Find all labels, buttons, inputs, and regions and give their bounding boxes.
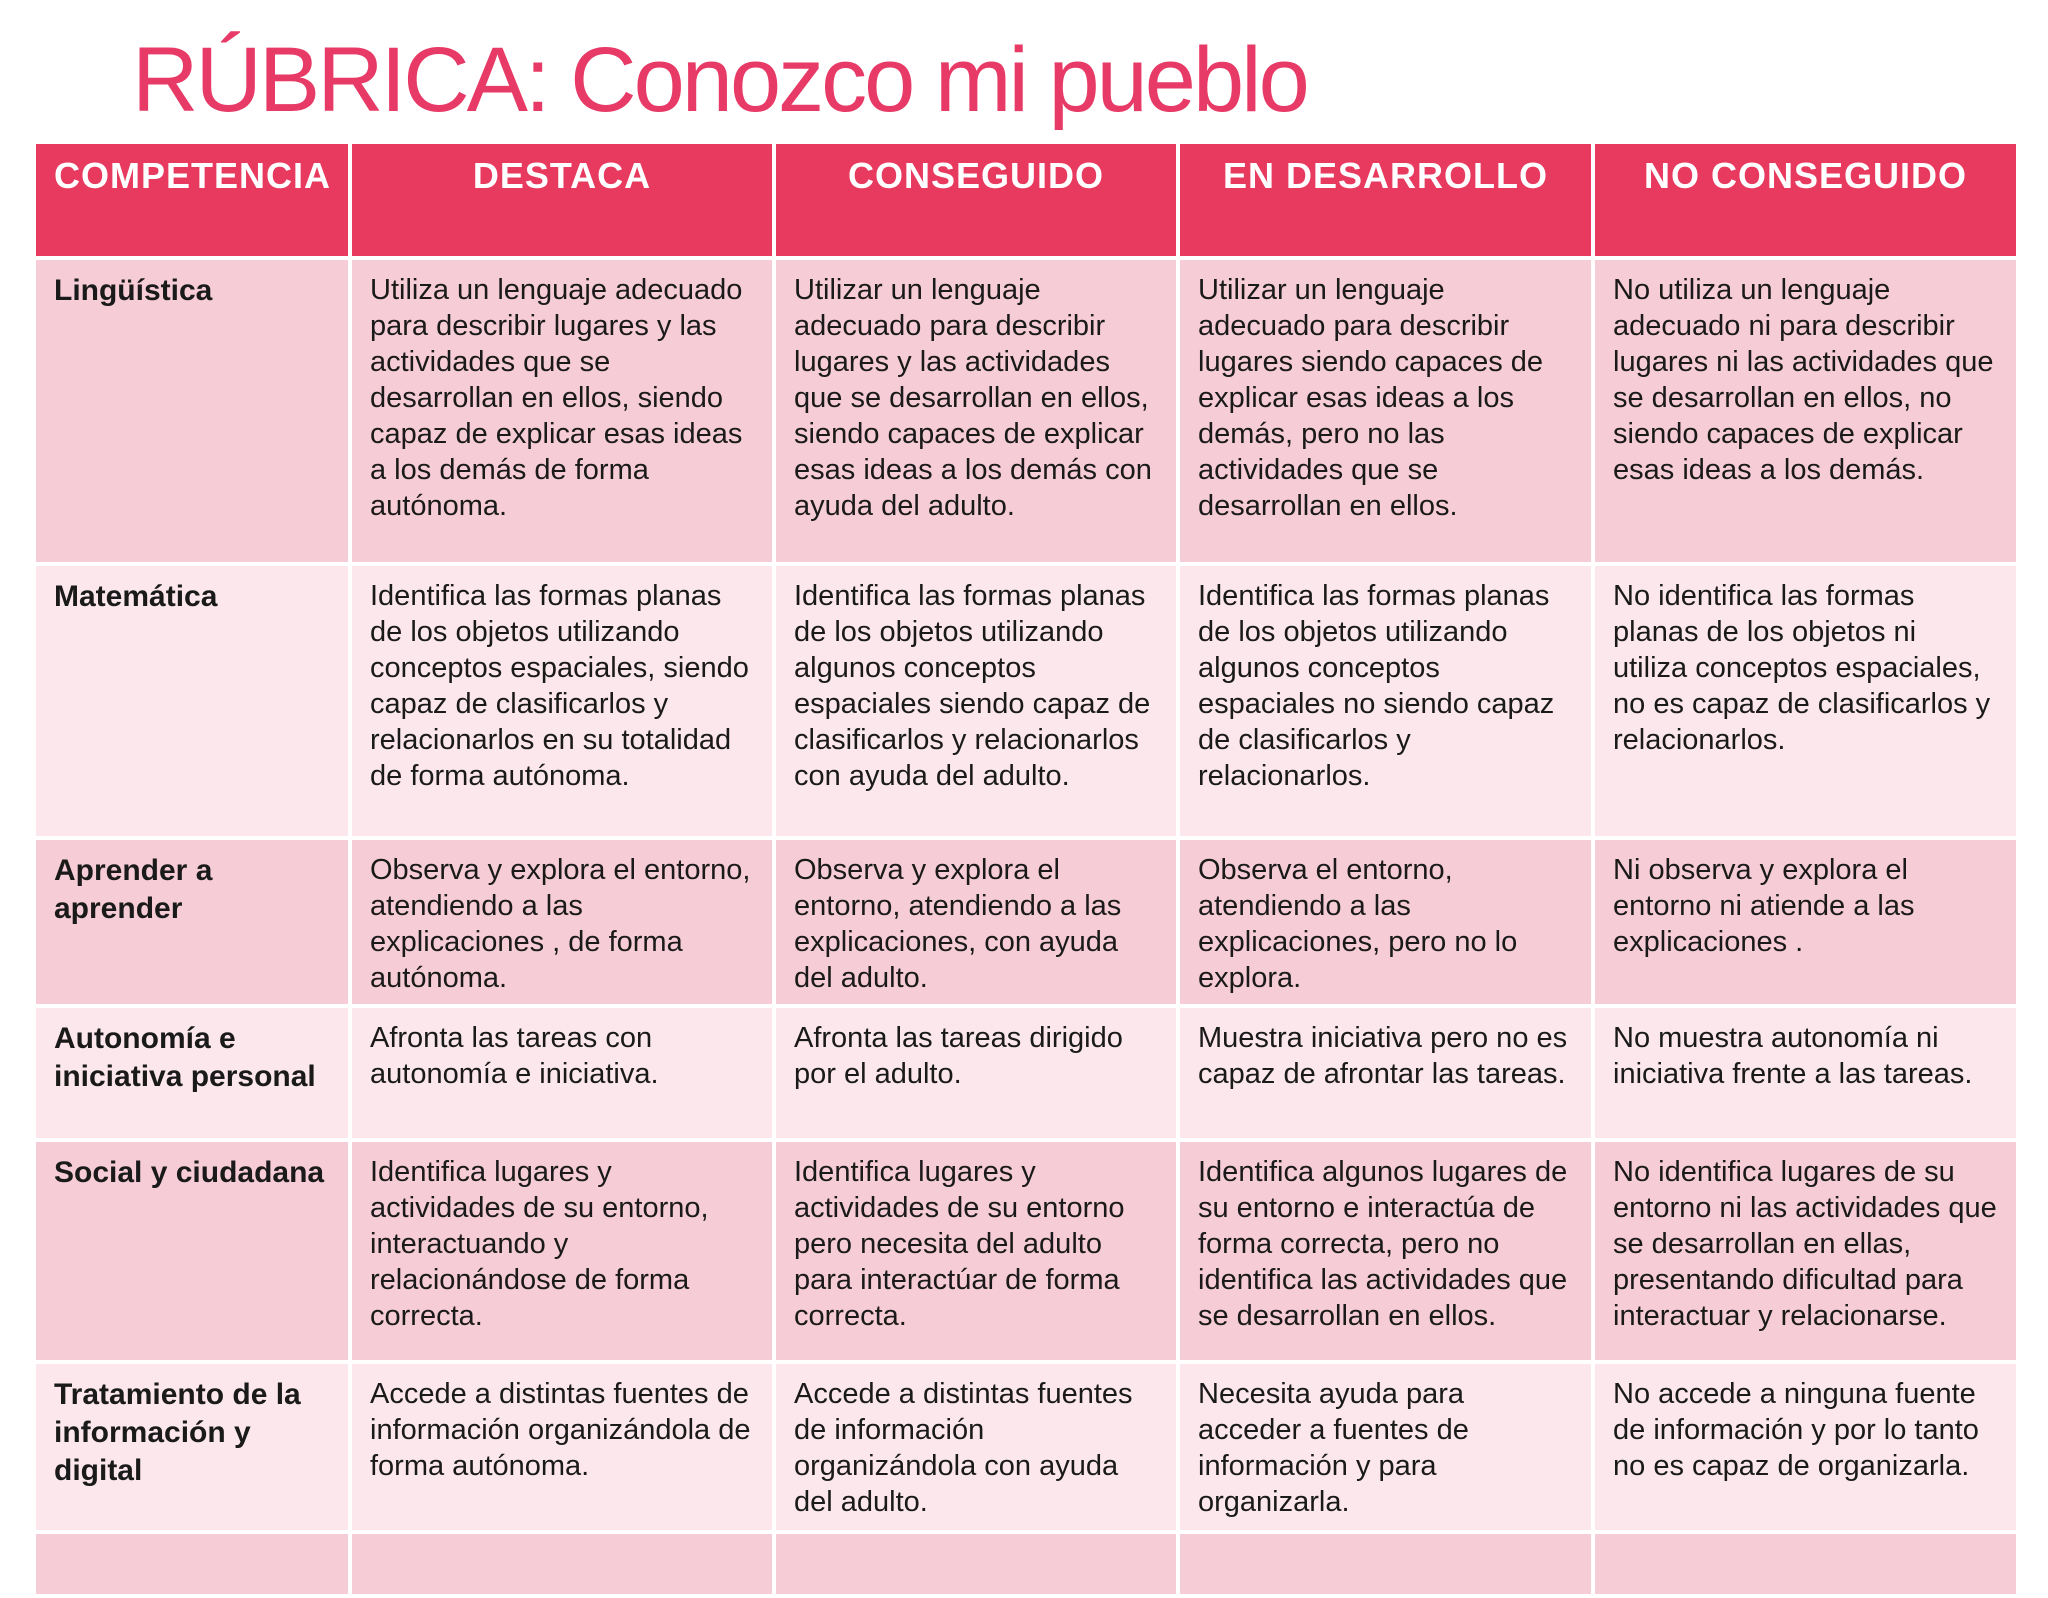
competencia-cell: Tratamiento de la información y digital: [36, 1364, 348, 1530]
competencia-cell: Aprender a aprender: [36, 840, 348, 1004]
destaca-cell: Utiliza un lenguaje adecuado para describir lugares y las actividades que se desarrollan en ellos, siendo capaz de explicar esas ideas a los demás de forma autónoma.: [352, 260, 772, 562]
en-desarrollo-cell: Muestra iniciativa pero no es capaz de afrontar las tareas.: [1180, 1008, 1591, 1138]
table-row: [36, 260, 2016, 562]
competencia-cell: Lingüística: [36, 260, 348, 562]
table-row: [36, 1364, 2016, 1530]
conseguido-cell: Accede a distintas fuentes de información organizándola con ayuda del adulto.: [776, 1364, 1176, 1530]
destaca-cell: Identifica lugares y actividades de su entorno, interactuando y relacionándose de forma correcta.: [352, 1142, 772, 1360]
header-conseguido: CONSEGUIDO: [776, 144, 1176, 256]
destaca-cell: Accede a distintas fuentes de información organizándola de forma autónoma.: [352, 1364, 772, 1530]
no-conseguido-cell: No muestra autonomía ni iniciativa frente a las tareas.: [1595, 1008, 2016, 1138]
table-row-partial: [36, 1534, 2016, 1594]
no-conseguido-cell: No accede a ninguna fuente de información y por lo tanto no es capaz de organizarla.: [1595, 1364, 2016, 1530]
competencia-cell: Social y ciudadana: [36, 1142, 348, 1360]
page-title: RÚBRICA: Conozco mi pueblo: [132, 29, 1307, 131]
table-row: [36, 1142, 2016, 1360]
no-conseguido-cell: No identifica las formas planas de los objetos ni utiliza conceptos espaciales, no es capaz de clasificarlos y relacionarlos.: [1595, 566, 2016, 836]
competencia-cell: Autonomía e iniciativa personal: [36, 1008, 348, 1138]
no-conseguido-cell: Ni observa y explora el entorno ni atiende a las explicaciones .: [1595, 840, 2016, 1004]
destaca-cell: Afronta las tareas con autonomía e iniciativa.: [352, 1008, 772, 1138]
no-conseguido-cell: No utiliza un lenguaje adecuado ni para describir lugares ni las actividades que se desarrollan en ellos, no siendo capaces de explicar esas ideas a los demás.: [1595, 260, 2016, 562]
conseguido-cell: Utilizar un lenguaje adecuado para describir lugares y las actividades que se desarrollan en ellos, siendo capaces de explicar esas ideas a los demás con ayuda del adulto.: [776, 260, 1176, 562]
header-destaca: DESTACA: [352, 144, 772, 256]
conseguido-cell: Observa y explora el entorno, atendiendo a las explicaciones, con ayuda del adulto.: [776, 840, 1176, 1004]
table-row: [36, 1008, 2016, 1138]
en-desarrollo-cell: Observa el entorno, atendiendo a las explicaciones, pero no lo explora.: [1180, 840, 1591, 1004]
conseguido-cell: Identifica las formas planas de los objetos utilizando algunos conceptos espaciales siendo capaz de clasificarlos y relacionarlos con ayuda del adulto.: [776, 566, 1176, 836]
table-row: [36, 840, 2016, 1004]
en-desarrollo-cell: Necesita ayuda para acceder a fuentes de información y para organizarla.: [1180, 1364, 1591, 1530]
competencia-cell: Matemática: [36, 566, 348, 836]
conseguido-cell: Identifica lugares y actividades de su entorno pero necesita del adulto para interactúar de forma correcta.: [776, 1142, 1176, 1360]
no-conseguido-cell: No identifica lugares de su entorno ni las actividades que se desarrollan en ellas, presentando dificultad para interactuar y relacionarse.: [1595, 1142, 2016, 1360]
rubric-table: [32, 140, 2020, 1598]
table-row: [36, 566, 2016, 836]
en-desarrollo-cell: Identifica algunos lugares de su entorno e interactúa de forma correcta, pero no identifica las actividades que se desarrollan en ellos.: [1180, 1142, 1591, 1360]
header-en-desarrollo: EN DESARROLLO: [1180, 144, 1591, 256]
destaca-cell: Identifica las formas planas de los objetos utilizando conceptos espaciales, siendo capaz de clasificarlos y relacionarlos en su totalidad de forma autónoma.: [352, 566, 772, 836]
destaca-cell: Observa y explora el entorno, atendiendo a las explicaciones , de forma autónoma.: [352, 840, 772, 1004]
header-competencia: COMPETENCIA: [36, 144, 348, 256]
header-no-conseguido: NO CONSEGUIDO: [1595, 144, 2016, 256]
conseguido-cell: Afronta las tareas dirigido por el adulto.: [776, 1008, 1176, 1138]
en-desarrollo-cell: Identifica las formas planas de los objetos utilizando algunos conceptos espaciales no siendo capaz de clasificarlos y relacionarlos.: [1180, 566, 1591, 836]
en-desarrollo-cell: Utilizar un lenguaje adecuado para describir lugares siendo capaces de explicar esas ideas a los demás, pero no las actividades que se desarrollan en ellos.: [1180, 260, 1591, 562]
header-row: [36, 144, 2016, 256]
